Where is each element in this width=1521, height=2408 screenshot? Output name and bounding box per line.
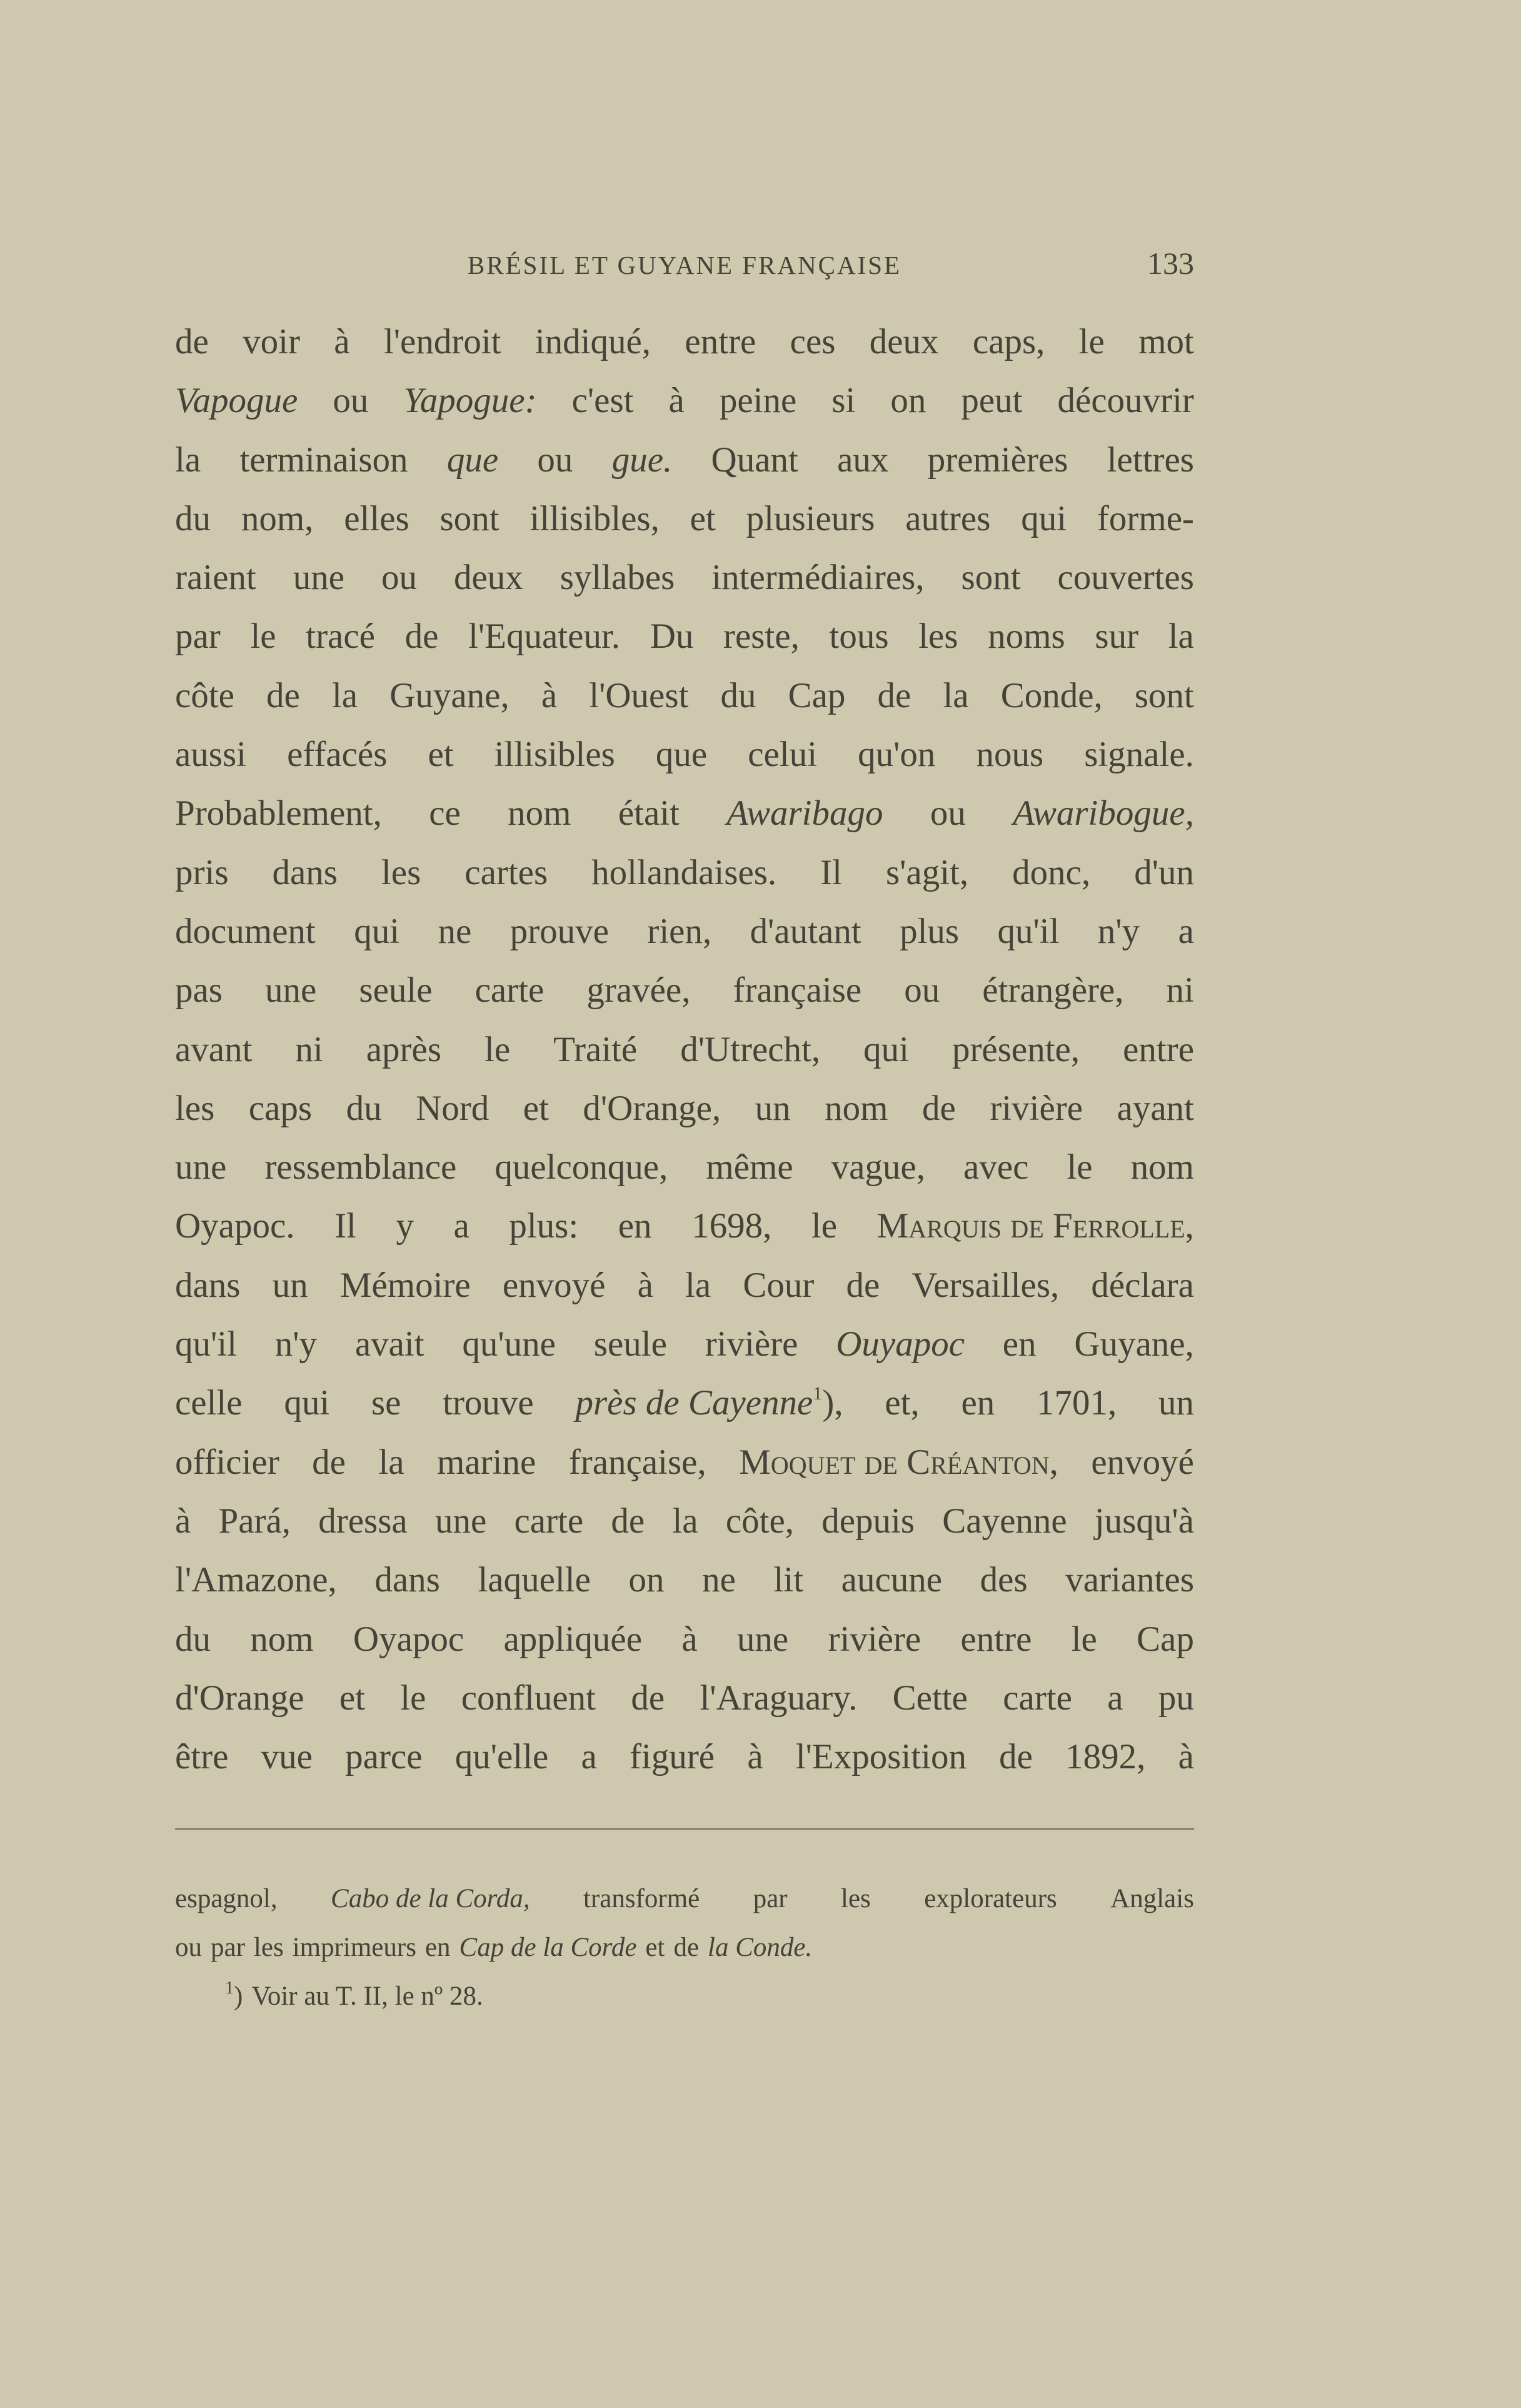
word: à [1178, 1737, 1194, 1777]
word: rien, [647, 911, 712, 951]
word: une [265, 970, 317, 1010]
word: seule [593, 1324, 667, 1364]
word: l'Equateur. [468, 617, 621, 657]
word: intermédiaires, [711, 558, 925, 598]
word: la [943, 675, 969, 715]
word: Guyane, [389, 675, 510, 715]
word: ou [381, 558, 417, 598]
word: Cette [892, 1678, 968, 1718]
word: avec [963, 1147, 1029, 1187]
word: appliquée [503, 1619, 643, 1659]
text-line [175, 1610, 1194, 1669]
word: l'Araguary. [700, 1678, 858, 1718]
word: des [980, 1560, 1028, 1600]
word: qu'elle [454, 1737, 549, 1777]
text-line [175, 548, 1194, 607]
word: la [685, 1265, 711, 1305]
word: et, [885, 1383, 920, 1423]
word: ne [702, 1560, 736, 1600]
text-line [175, 1433, 1194, 1492]
word: la [331, 675, 358, 715]
word: vague, [831, 1147, 926, 1187]
word: le [400, 1678, 426, 1718]
word: et [428, 735, 454, 775]
word: était [618, 793, 680, 834]
word: nom [250, 1619, 314, 1659]
text-line [175, 371, 1194, 430]
text-line [175, 1315, 1194, 1374]
word: et [523, 1088, 549, 1128]
word: transformé [583, 1884, 700, 1913]
footnote-marker [225, 1972, 243, 2021]
word: parce [345, 1737, 423, 1777]
word: ou [175, 1933, 202, 1962]
word: en [618, 1206, 652, 1246]
word: dans [272, 852, 338, 892]
word: ou [904, 970, 940, 1010]
word: nom [825, 1088, 888, 1128]
word: les [381, 852, 421, 892]
word: figuré [630, 1737, 715, 1777]
word: un [272, 1265, 308, 1305]
word: ni [1166, 970, 1194, 1010]
text-line [175, 1256, 1194, 1315]
word: déclara [1091, 1265, 1194, 1305]
word: sont [961, 558, 1021, 598]
italic-phrase: près de Cayenne [575, 1383, 813, 1423]
word: quelconque, [494, 1147, 668, 1187]
word: carte [514, 1501, 584, 1541]
word: rivière [705, 1324, 798, 1364]
word: les [841, 1884, 871, 1913]
word: caps [248, 1088, 313, 1128]
word: entre [685, 322, 756, 361]
running-title: BRÉSIL ET GUYANE FRANÇAISE [467, 251, 902, 280]
word: a [581, 1737, 597, 1777]
word: Anglais [1110, 1884, 1194, 1913]
word: ces [790, 322, 836, 361]
footnote-line [175, 1875, 1194, 1923]
word: à [637, 1265, 653, 1305]
word: hollandaises. [591, 852, 777, 892]
text-line [175, 667, 1194, 725]
word: Traité [553, 1029, 638, 1069]
word: du [720, 675, 756, 715]
italic-phrase: Cap de la Corde [459, 1933, 637, 1962]
text-line [175, 1551, 1194, 1610]
word: de [175, 322, 209, 361]
word: rivière [990, 1088, 1083, 1128]
italic-word: Vapogue [175, 381, 298, 421]
word: d'un [1134, 852, 1194, 892]
word: de [404, 617, 439, 657]
word: sont [439, 498, 499, 538]
footnote-number: 1 [225, 1978, 234, 1998]
word: laquelle [478, 1560, 591, 1600]
word: française [733, 970, 862, 1010]
word: ce [429, 793, 461, 834]
small-caps-name: Moquet de Créanton, [739, 1442, 1058, 1482]
word: ou [333, 381, 369, 421]
word: peine [719, 381, 797, 421]
word: explorateurs [924, 1884, 1057, 1913]
word: nous [976, 735, 1044, 775]
word: la [175, 440, 201, 480]
word: en [1002, 1324, 1037, 1364]
word: Du [650, 617, 694, 657]
text-line [175, 1079, 1194, 1138]
word: 1892, [1065, 1737, 1146, 1777]
word: officier [175, 1442, 279, 1482]
word: une [434, 1501, 487, 1541]
word: de [266, 675, 300, 715]
word: avant [175, 1029, 253, 1069]
word: un [755, 1088, 791, 1128]
italic-word: que [446, 440, 499, 480]
text-line [175, 902, 1194, 961]
word: l'Ouest [589, 675, 689, 715]
word: noms [988, 617, 1065, 657]
text-line [175, 1492, 1194, 1551]
word: signale. [1084, 735, 1194, 775]
word: et [690, 498, 716, 538]
word: qu'on [858, 735, 936, 775]
word: entre [960, 1619, 1032, 1659]
word: d'Orange, [583, 1088, 721, 1128]
word: gravée, [586, 970, 691, 1010]
word: raient [175, 558, 256, 598]
word: le [1067, 1147, 1093, 1187]
word: envoyé [1091, 1442, 1194, 1482]
word: qui [354, 911, 400, 951]
word: présente, [951, 1029, 1080, 1069]
word: qu'une [462, 1324, 556, 1364]
word: 1701, [1037, 1383, 1117, 1423]
word: ou [930, 793, 966, 834]
text-line [175, 1374, 1194, 1433]
word: donc, [1012, 852, 1091, 892]
word: à [747, 1737, 763, 1777]
word: pu [1158, 1678, 1194, 1718]
word: aux [837, 440, 889, 480]
page-number: 133 [1147, 246, 1194, 281]
word: Oyapoc [353, 1619, 464, 1659]
small-caps-name: Marquis de Ferrolle, [876, 1206, 1194, 1246]
word: les [253, 1933, 284, 1962]
word: a [1178, 911, 1194, 951]
word: à [668, 381, 685, 421]
word: qui [863, 1029, 909, 1069]
word: prouve [510, 911, 609, 951]
word: aucune [841, 1560, 943, 1600]
word: carte [474, 970, 545, 1010]
word: que [655, 735, 708, 775]
text-line [175, 1669, 1194, 1728]
word: qu'il [175, 1324, 237, 1364]
word: Cap [1137, 1619, 1194, 1659]
word: vue [261, 1737, 313, 1777]
running-head [175, 245, 1194, 289]
word: s'agit, [885, 852, 969, 892]
italic-word: Yapogue: [403, 381, 537, 421]
punct: ), [822, 1383, 843, 1423]
word: et [339, 1678, 365, 1718]
word: reste, [723, 617, 800, 657]
footnote-text: Voir au T. II, le nº 28. [251, 1982, 483, 2011]
word: avait [354, 1324, 424, 1364]
word: envoyé [502, 1265, 606, 1305]
word: peut [961, 381, 1023, 421]
text-line [175, 607, 1194, 666]
word: illisibles, [530, 498, 660, 538]
word: ressemblance [264, 1147, 457, 1187]
text-line [175, 784, 1194, 843]
word: Il [820, 852, 842, 892]
word: l'endroit [383, 322, 501, 361]
word: Il [334, 1206, 356, 1246]
word: de [673, 1933, 700, 1962]
word: celle [175, 1383, 243, 1423]
word: couvertes [1057, 558, 1194, 598]
word: en [961, 1383, 995, 1423]
italic-word: Ouyapoc [836, 1324, 965, 1364]
word: l'Exposition [795, 1737, 966, 1777]
word: de [631, 1678, 665, 1718]
word: tous [829, 617, 889, 657]
word: d'Utrecht, [680, 1029, 821, 1069]
word: a [453, 1206, 469, 1246]
word: nom [1130, 1147, 1194, 1187]
word: Versailles, [911, 1265, 1060, 1305]
word: confluent [461, 1678, 596, 1718]
word: la [1168, 617, 1194, 657]
word: Mémoire [339, 1265, 471, 1305]
word: jusqu'à [1094, 1501, 1194, 1541]
word: voir [243, 322, 300, 361]
word: syllabes [560, 558, 675, 598]
text-line [175, 844, 1194, 902]
italic-with-note [575, 1374, 843, 1433]
word: sur [1095, 617, 1139, 657]
word: 1698, [691, 1206, 772, 1246]
word: elles [344, 498, 409, 538]
word: d'autant [750, 911, 861, 951]
word: la [672, 1501, 698, 1541]
word: illisibles [494, 735, 615, 775]
word: de [846, 1265, 880, 1305]
word: Cayenne [942, 1501, 1067, 1541]
word: deux [869, 322, 939, 361]
word: française, [568, 1442, 706, 1482]
footnote-1 [175, 1972, 1194, 2021]
word: Cap [788, 675, 846, 715]
word: et [645, 1933, 665, 1962]
word: de [312, 1442, 346, 1482]
italic-word: Awaribago [726, 793, 883, 834]
word: Pará, [218, 1501, 291, 1541]
word: le [250, 617, 276, 657]
word: lettres [1107, 440, 1194, 480]
text-line [175, 961, 1194, 1020]
word: premières [927, 440, 1068, 480]
word: ayant [1117, 1088, 1194, 1128]
word: pris [175, 852, 229, 892]
word: un [1158, 1383, 1194, 1423]
word: Conde, [1000, 675, 1103, 715]
word: étrangère, [982, 970, 1124, 1010]
word: Oyapoc. [175, 1206, 295, 1246]
word: de [999, 1737, 1033, 1777]
word: les [175, 1088, 215, 1128]
footnote-rule [175, 1828, 1194, 1830]
text-line [175, 1138, 1194, 1197]
text-line [175, 313, 1194, 371]
word: sont [1134, 675, 1194, 715]
text-line [175, 1197, 1194, 1256]
word: forme- [1097, 498, 1194, 538]
text-line [175, 490, 1194, 548]
word: on [628, 1560, 665, 1600]
word: n'y [274, 1324, 318, 1364]
word: terminaison [239, 440, 408, 480]
italic-phrase: Cabo de la Corda, [331, 1884, 530, 1913]
word: rivière [828, 1619, 921, 1659]
word: le [811, 1206, 838, 1246]
word: Cour [743, 1265, 815, 1305]
word: en [424, 1933, 451, 1962]
word: effacés [287, 735, 388, 775]
word: découvrir [1057, 381, 1194, 421]
body-text [175, 313, 1194, 1786]
word: à [334, 322, 350, 361]
word: variantes [1065, 1560, 1194, 1600]
footnote-line [175, 1923, 1194, 1972]
word: Guyane, [1074, 1324, 1194, 1364]
word: a [1107, 1678, 1123, 1718]
word: plus: [509, 1206, 579, 1246]
word: aussi [175, 735, 246, 775]
footnote-paren: ) [234, 1982, 243, 2011]
word: espagnol, [175, 1884, 278, 1913]
word: qui [284, 1383, 330, 1423]
word: nom [508, 793, 571, 834]
word: Nord [416, 1088, 489, 1128]
word: du [346, 1088, 382, 1128]
word: à [175, 1501, 191, 1541]
word: entre [1123, 1029, 1194, 1069]
word: imprimeurs [292, 1933, 416, 1962]
word: plusieurs [746, 498, 875, 538]
text-line [175, 1728, 1194, 1786]
word: côte [175, 675, 234, 715]
word: se [371, 1383, 401, 1423]
word: cartes [464, 852, 548, 892]
word: si [831, 381, 856, 421]
word: côte, [725, 1501, 794, 1541]
word: par [211, 1933, 245, 1962]
word: du [175, 498, 211, 538]
word: même [706, 1147, 793, 1187]
word: autres [905, 498, 991, 538]
word: être [175, 1737, 229, 1777]
word: tracé [306, 617, 375, 657]
word: par [753, 1884, 788, 1913]
text-line [175, 725, 1194, 784]
text-line [175, 431, 1194, 490]
word: deux [453, 558, 523, 598]
text-line [175, 1020, 1194, 1079]
word: indiqué, [535, 322, 651, 361]
word: le [1071, 1619, 1097, 1659]
italic-word: Awaribogue, [1013, 793, 1194, 834]
word: document [175, 911, 316, 951]
italic-phrase: la Conde. [708, 1933, 813, 1962]
word: ne [438, 911, 472, 951]
word: l'Amazone, [175, 1560, 337, 1600]
word: n'y [1097, 911, 1140, 951]
word: dans [374, 1560, 440, 1600]
word: une [736, 1619, 789, 1659]
footnotes [175, 1875, 1194, 2021]
word: une [293, 558, 345, 598]
word: ou [537, 440, 573, 480]
word: le [484, 1029, 511, 1069]
word: seule [359, 970, 433, 1010]
word: y [396, 1206, 414, 1246]
word: pas [175, 970, 223, 1010]
word: d'Orange [175, 1678, 304, 1718]
word: à [681, 1619, 698, 1659]
word: à [541, 675, 558, 715]
word: qu'il [997, 911, 1060, 951]
word: Quant [711, 440, 798, 480]
word: de [877, 675, 911, 715]
word: caps, [972, 322, 1045, 361]
word: ni [295, 1029, 323, 1069]
italic-word: gue. [611, 440, 673, 480]
word: depuis [821, 1501, 915, 1541]
word: c'est [571, 381, 634, 421]
word: nom, [241, 498, 314, 538]
word: trouve [443, 1383, 534, 1423]
word: du [175, 1619, 211, 1659]
word: de [922, 1088, 956, 1128]
word: dans [175, 1265, 241, 1305]
word: de [611, 1501, 645, 1541]
word: lit [773, 1560, 804, 1600]
word: dressa [318, 1501, 408, 1541]
word: le [1078, 322, 1105, 361]
word: marine [437, 1442, 536, 1482]
word: Probablement, [175, 793, 382, 834]
word: on [890, 381, 926, 421]
word: mot [1138, 322, 1194, 361]
word: les [918, 617, 958, 657]
word: après [366, 1029, 442, 1069]
word: qui [1021, 498, 1067, 538]
word: une [175, 1147, 227, 1187]
word: plus [900, 911, 960, 951]
footnote-ref: 1 [813, 1383, 823, 1404]
word: celui [748, 735, 818, 775]
word: la [378, 1442, 404, 1482]
word: par [175, 617, 221, 657]
word: carte [1003, 1678, 1072, 1718]
